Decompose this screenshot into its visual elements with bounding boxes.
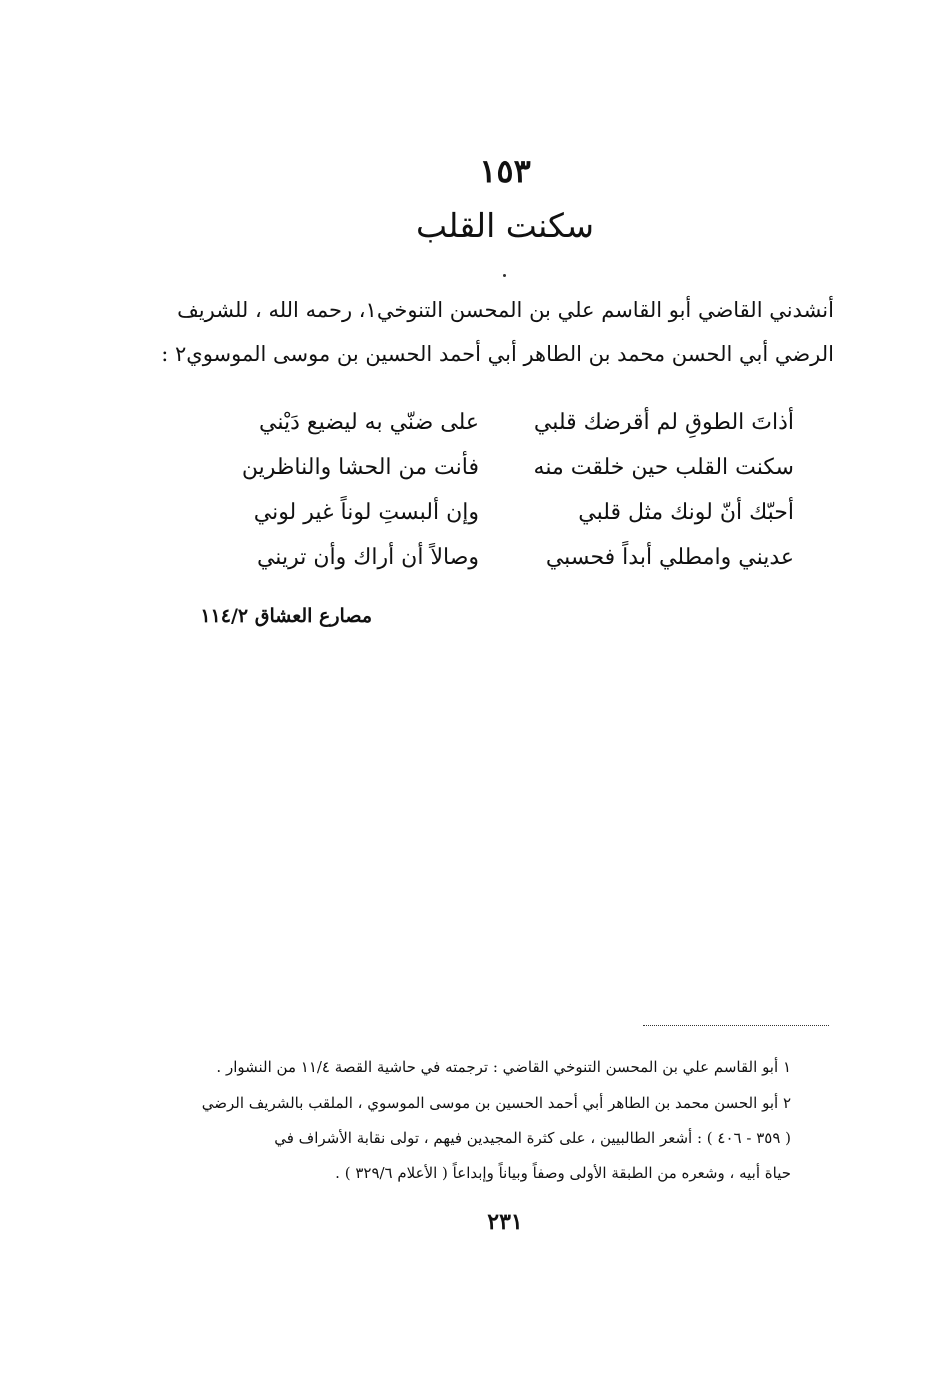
verse-3-first-hemistich: أحبّك أنّ لونك مثل قلبي xyxy=(578,500,794,525)
intro-line-2: الرضي أبي الحسن محمد بن الطاهر أبي أحمد الحسين بن موسى الموسوي٢ : xyxy=(161,342,834,366)
verse-3-second-hemistich: وإن ألبستِ لوناً غير لوني xyxy=(253,500,479,525)
footnote-1: ١ أبو القاسم علي بن المحسن التنوخي القاضي : ترجمته في حاشية القصة ١١/٤ من النشوار . xyxy=(216,1058,791,1076)
verse-1-second-hemistich: على ضنّي به ليضيع دَيْني xyxy=(259,410,479,435)
page-number: ٢٣١ xyxy=(487,1209,523,1235)
ornament-dot xyxy=(503,274,506,277)
footnote-2-line-3: حياة أبيه ، وشعره من الطبقة الأولى وصفاً وبياناً وإبداعاً ( الأعلام ٣٢٩/٦ ) . xyxy=(335,1164,791,1182)
verse-4-second-hemistich: وصالاً أن أراك وأن تريني xyxy=(256,545,479,570)
source-citation: مصارع العشاق ١١٤/٢ xyxy=(200,605,372,627)
verse-4-first-hemistich: عديني وامطلي أبداً فحسبي xyxy=(545,545,794,570)
verse-2-first-hemistich: سكنت القلب حين خلقت منه xyxy=(533,455,794,480)
footnote-2-line-1: ٢ أبو الحسن محمد بن الطاهر أبي أحمد الحسين بن موسى الموسوي ، الملقب بالشريف الرضي xyxy=(201,1094,791,1112)
verse-1-first-hemistich: أذاتَ الطوقِ لم أقرضك قلبي xyxy=(533,410,794,435)
intro-line-1: أنشدني القاضي أبو القاسم علي بن المحسن التنوخي١، رحمه الله ، للشريف xyxy=(177,298,834,322)
footnote-separator xyxy=(643,1025,829,1026)
verse-2-second-hemistich: فأنت من الحشا والناظرين xyxy=(241,455,479,480)
footnote-2-line-2: ( ٣٥٩ - ٤٠٦ ) : أشعر الطالبيين ، على كثرة المجيدين فيهم ، تولى نقابة الأشراف في xyxy=(274,1129,791,1147)
poem-title: سكنت القلب xyxy=(416,206,594,245)
poem-number: ١٥٣ xyxy=(479,152,531,190)
